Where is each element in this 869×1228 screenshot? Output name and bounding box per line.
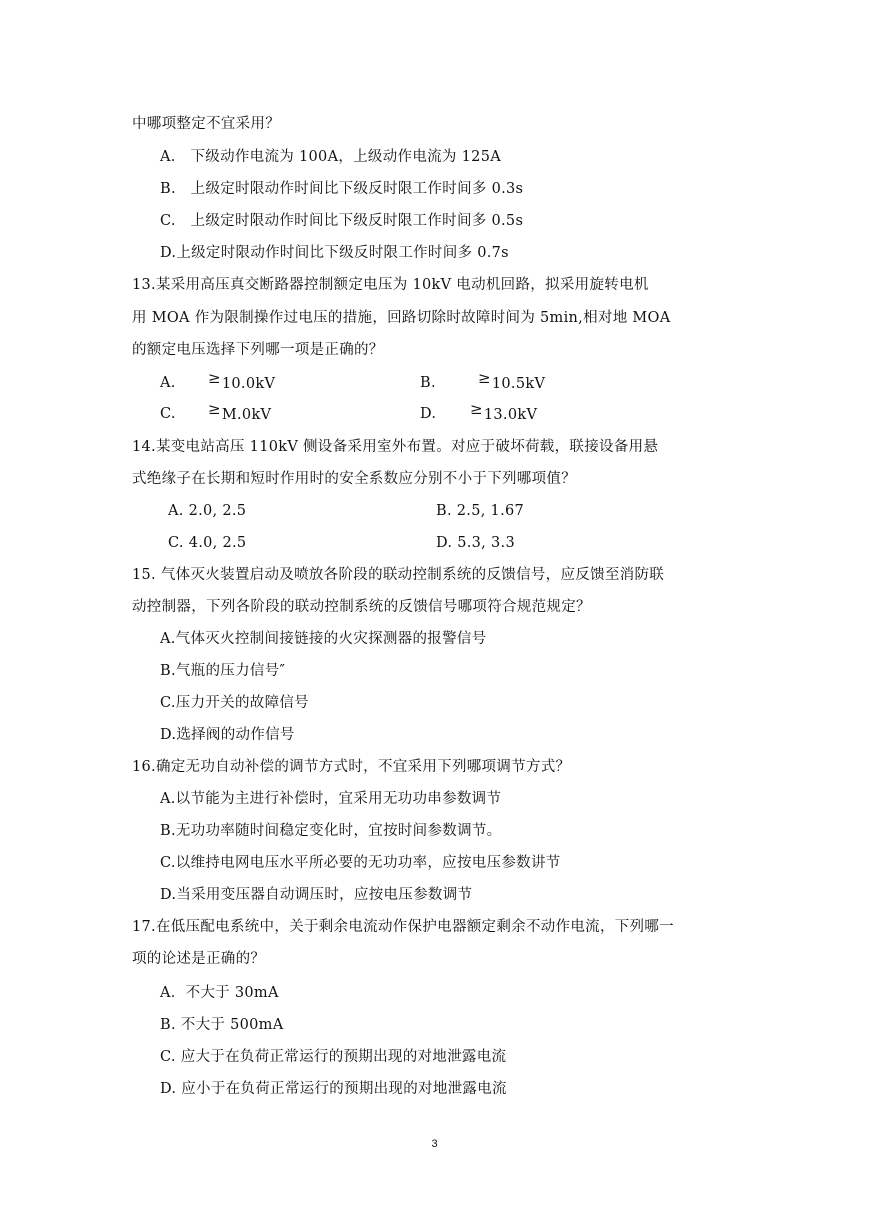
q13-option-d-letter: D. — [420, 406, 437, 422]
q12-option-d: D.上级定时限动作时间比下级反时限工作时间多 0.7s — [160, 245, 509, 261]
ge-symbol: ≥ — [478, 369, 491, 387]
q13-option-c-letter: C. — [160, 406, 176, 422]
q13-option-a-value: ≥10.0kV — [208, 369, 276, 392]
q17-stem-line-1: 17.在低压配电系统中，关于剩余电流动作保护电器额定剩余不动作电流，下列哪一 — [132, 919, 674, 935]
q16-stem-line-1: 16.确定无功自动补偿的调节方式时，不宜采用下列哪项调节方式？ — [132, 759, 571, 775]
q17-stem-line-2: 项的论述是正确的？ — [132, 951, 266, 967]
q12-option-c: C. 上级定时限动作时间比下级反时限工作时间多 0.5s — [160, 213, 524, 229]
q15-option-d: D.选择阀的动作信号 — [160, 727, 295, 743]
q16-option-d: D.当采用变压器自动调压时，应按电压参数调节 — [160, 887, 473, 903]
page-number: 3 — [431, 1138, 438, 1150]
q14-stem-line-2: 式绝缘子在长期和短时作用时的安全系数应分别不小于下列哪项值？ — [132, 471, 576, 487]
q12-option-a: A. 下级动作电流为 100A，上级动作电流为 125A — [160, 149, 501, 165]
q14-stem-line-1: 14.某变电站高压 110kV 侧设备采用室外布置。对应于破坏荷载，联接设备用悬 — [132, 439, 659, 455]
q14-option-d: D. 5.3, 3.3 — [436, 535, 515, 551]
ge-symbol: ≥ — [208, 400, 221, 418]
ge-symbol: ≥ — [470, 400, 483, 418]
q15-stem-line-1: 15. 气体灭火装置启动及喷放各阶段的联动控制系统的反馈信号，应反馈至消防联 — [132, 567, 665, 583]
q15-option-a: A.气体灭火控制间接链接的火灾探测器的报警信号 — [160, 631, 487, 647]
q14-option-a: A. 2.0, 2.5 — [168, 503, 247, 519]
q15-stem-line-2: 动控制器，下列各阶段的联动控制系统的反馈信号哪项符合规范规定？ — [132, 599, 591, 615]
q17-option-c: C. 应大于在负荷正常运行的预期出现的对地泄露电流 — [160, 1049, 507, 1065]
q16-option-c: C.以维持电网电压水平所必要的无功功率，应按电压参数讲节 — [160, 855, 561, 871]
q13-stem-line-3: 的额定电压选择下列哪一项是正确的？ — [132, 342, 384, 358]
q16-option-b: B.无功功率随时间稳定变化时，宜按时间参数调节。 — [160, 823, 502, 839]
q15-option-b: B.气瓶的压力信号″ — [160, 663, 286, 679]
q12-continuation: 中哪项整定不宜采用？ — [132, 116, 280, 132]
q15-option-c: C.压力开关的故障信号 — [160, 695, 309, 711]
q13-option-c-value: ≥M.0kV — [208, 400, 272, 423]
q14-option-c: C. 4.0, 2.5 — [168, 535, 247, 551]
ge-symbol: ≥ — [208, 369, 221, 387]
q13-option-b-value: ≥10.5kV — [478, 369, 546, 392]
q17-option-b: B. 不大于 500mA — [160, 1017, 284, 1033]
q12-option-b: B. 上级定时限动作时间比下级反时限工作时间多 0.3s — [160, 181, 524, 197]
q13-stem-line-2: 用 MOA 作为限制操作过电压的措施，回路切除时故障时间为 5min,相对地 MOA — [132, 310, 671, 326]
q17-option-a: A．不大于 30mA — [160, 985, 279, 1001]
q17-option-d: D. 应小于在负荷正常运行的预期出现的对地泄露电流 — [160, 1081, 507, 1097]
q13-option-a-letter: A. — [160, 375, 176, 391]
q13-option-b-letter: B. — [420, 375, 436, 391]
q13-option-d-value: ≥13.0kV — [470, 400, 538, 423]
q13-stem-line-1: 13.某采用高压真交断路器控制额定电压为 10kV 电动机回路，拟采用旋转电机 — [132, 277, 649, 293]
q14-option-b: B. 2.5, 1.67 — [436, 503, 525, 519]
q16-option-a: A.以节能为主进行补偿时，宜采用无功功串参数调节 — [160, 791, 502, 807]
